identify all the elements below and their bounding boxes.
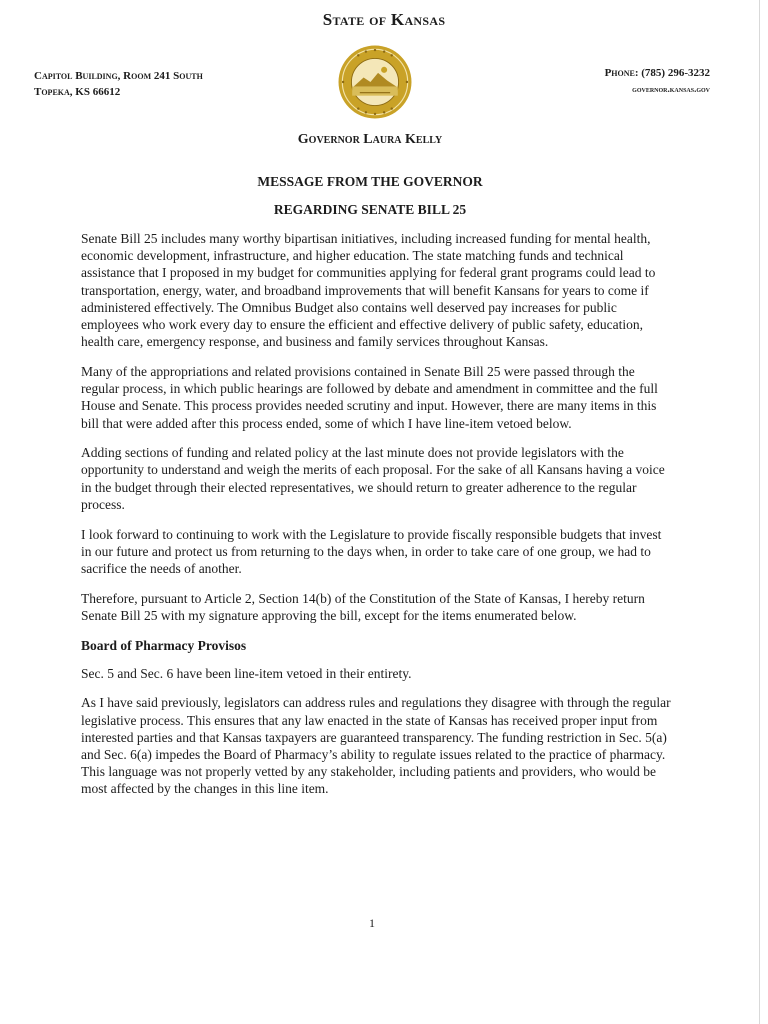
paragraph: Adding sections of funding and related policy at the last minute does not provide legislators with the opportunity to understand and weigh the merits of each proposal. For the sake of all Kansans having a voice in the budget through their elected representatives, we should return to greater adherence to the regular process. [81,445,665,512]
section-heading: Board of Pharmacy Provisos [81,637,247,653]
phone-number: Phone: (785) 296-3232 [604,67,710,79]
office-address [34,68,203,100]
message-body [81,230,675,810]
state-title: State of Kansas [322,10,446,29]
paragraph: Sec. 5 and Sec. 6 have been line-item vetoed in their entirety. [81,665,412,681]
paragraph: Senate Bill 25 includes many worthy bipartisan initiatives, including increased funding for mental health, economic development, infrastructure, and higher education. The state matching funds and technical assistance that I proposed in my budget for communities applying for federal grant programs could lead to transportation, energy, water, and broadband improvements that will benefit Kansans for years to come if administered effectively. The Omnibus Budget also contains well deserved pay increases for public employees who work every day to ensure the efficient and effective delivery of public safety, education, health care, emergency response, and business and family services throughout Kansas. [81,231,656,350]
address-line-2: Topeka, KS 66612 [34,86,121,98]
page-number: 1 [369,916,375,930]
message-subtitle: REGARDING SENATE BILL 25 [273,202,467,217]
paragraph: Therefore, pursuant to Article 2, Section 14(b) of the Constitution of the State of Kansas, I hereby return Senate Bill 25 with my signature approving the bill, except for the items enumerated below. [81,590,645,623]
address-line-1: Capitol Building, Room 241 South [34,70,203,82]
website: governor.kansas.gov [632,84,710,94]
message-title: MESSAGE FROM THE GOVERNOR [257,174,483,189]
paragraph: Many of the appropriations and related provisions contained in Senate Bill 25 were passed through the regular process, in which public hearings are followed by debate and amendment in committee and the full House and Senate. This process provides needed scrutiny and input. However, there are many items in this bill that were added after this process ended, some of which I have line-item vetoed below. [81,363,658,431]
office-contact [605,65,710,97]
kansas-state-seal-icon [337,44,413,120]
page-edge-line [759,0,760,1024]
governor-name: Governor Laura Kelly [297,132,443,147]
paragraph: I look forward to continuing to work with the Legislature to provide fiscally responsible budgets that invest in our future and protect us from returning to the days when, in order to take care of one group, we had to sacrifice the needs of another. [81,526,662,576]
paragraph: As I have said previously, legislators can address rules and regulations they disagree with through the regular legislative process. This ensures that any law enacted in the state of Kansas has received proper input from interested parties and that Kansas taxpayers are guaranteed transparency. The funding restriction in Sec. 5(a) and Sec. 6(a) impedes the Board of Pharmacy’s ability to regulate issues related to the practice of pharmacy. This language was not properly vetted by any stakeholder, including patients and providers, who would be most affected by the changes in this line item. [81,695,671,797]
